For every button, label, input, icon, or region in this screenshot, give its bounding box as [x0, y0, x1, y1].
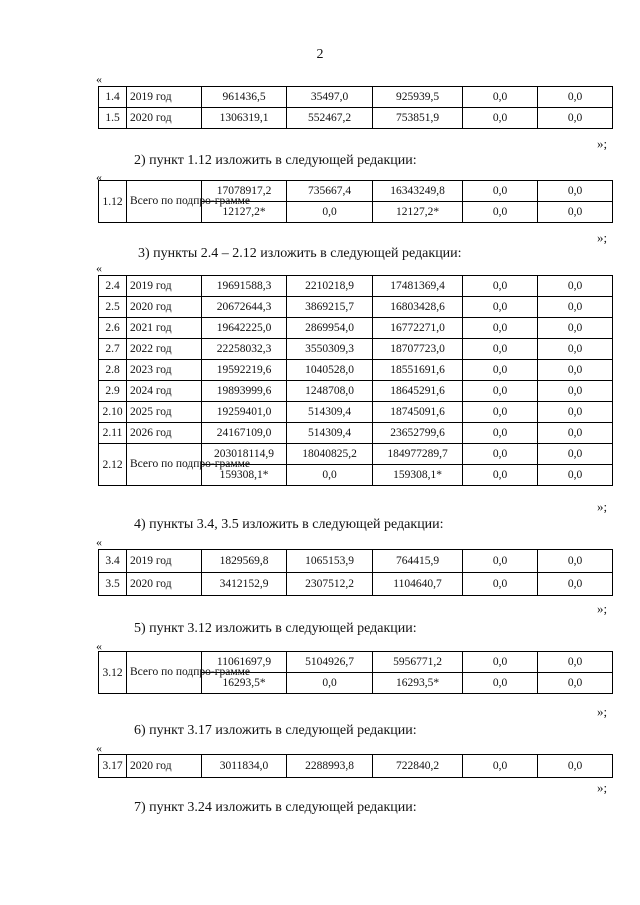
close-quote: »; — [597, 704, 608, 719]
table-row — [99, 318, 613, 339]
value-cell: 203018114,9 — [202, 444, 287, 465]
value-cell: 3412152,9 — [202, 573, 287, 596]
value-cell: 0,0 — [463, 465, 538, 486]
value-cell: 925939,5 — [373, 87, 463, 108]
page-number: 2 — [316, 47, 324, 62]
period-cell: 2023 год — [127, 360, 202, 381]
value-cell: 19642225,0 — [202, 318, 287, 339]
value-cell: 16293,5* — [373, 673, 463, 694]
item-number-cell: 2.9 — [99, 381, 127, 402]
value-cell: 0,0 — [538, 652, 613, 673]
open-quote: « — [96, 170, 102, 184]
value-cell: 0,0 — [463, 360, 538, 381]
value-cell: 0,0 — [463, 202, 538, 223]
value-cell: 0,0 — [538, 550, 613, 573]
value-cell: 18551691,6 — [373, 360, 463, 381]
value-cell: 3011834,0 — [202, 755, 287, 778]
open-quote: « — [96, 741, 102, 755]
value-cell: 552467,2 — [287, 108, 373, 129]
item-number-cell: 2.8 — [99, 360, 127, 381]
value-cell: 19691588,3 — [202, 276, 287, 297]
table-row — [99, 402, 613, 423]
table-row — [99, 360, 613, 381]
value-cell: 0,0 — [538, 108, 613, 129]
value-cell: 0,0 — [538, 87, 613, 108]
period-cell: 2019 год — [127, 550, 202, 573]
value-cell: 0,0 — [538, 755, 613, 778]
table-row — [99, 550, 613, 573]
close-quote: »; — [597, 780, 608, 795]
value-cell: 17078917,2 — [202, 181, 287, 202]
table-item-3-17 — [98, 754, 613, 778]
table-row — [99, 181, 613, 202]
value-cell: 18645291,6 — [373, 381, 463, 402]
table-row — [99, 381, 613, 402]
table-items-3-4-3-5 — [98, 549, 613, 596]
value-cell: 0,0 — [463, 755, 538, 778]
period-cell: 2020 год — [127, 297, 202, 318]
item-number-cell: 2.4 — [99, 276, 127, 297]
period-cell: 2019 год — [127, 87, 202, 108]
period-cell: 2020 год — [127, 108, 202, 129]
period-cell: 2019 год — [127, 276, 202, 297]
item-number-cell: 2.5 — [99, 297, 127, 318]
value-cell: 19592219,6 — [202, 360, 287, 381]
value-cell: 0,0 — [538, 297, 613, 318]
value-cell: 17481369,4 — [373, 276, 463, 297]
value-cell: 12127,2* — [373, 202, 463, 223]
value-cell: 19893999,6 — [202, 381, 287, 402]
value-cell: 11061697,9 — [202, 652, 287, 673]
value-cell: 159308,1* — [202, 465, 287, 486]
value-cell: 0,0 — [538, 402, 613, 423]
value-cell: 0,0 — [538, 444, 613, 465]
total-label-cell: Всего по подпро-грамме — [127, 444, 202, 486]
value-cell: 12127,2* — [202, 202, 287, 223]
value-cell: 0,0 — [538, 318, 613, 339]
value-cell: 0,0 — [463, 673, 538, 694]
table-row — [99, 87, 613, 108]
close-quote: »; — [597, 230, 608, 245]
value-cell: 2869954,0 — [287, 318, 373, 339]
value-cell: 0,0 — [463, 444, 538, 465]
item-number-cell: 2.7 — [99, 339, 127, 360]
value-cell: 0,0 — [538, 181, 613, 202]
value-cell: 1306319,1 — [202, 108, 287, 129]
paragraph-4: 4) пункты 3.4, 3.5 изложить в следующей редакции: — [134, 517, 444, 532]
period-cell: 2020 год — [127, 755, 202, 778]
value-cell: 0,0 — [287, 673, 373, 694]
value-cell: 0,0 — [463, 276, 538, 297]
item-number-cell: 3.17 — [99, 755, 127, 778]
period-cell: 2021 год — [127, 318, 202, 339]
table-row — [99, 755, 613, 778]
close-quote: »; — [597, 601, 608, 616]
total-label-cell: Всего по подпро-грамме — [127, 652, 202, 694]
value-cell: 19259401,0 — [202, 402, 287, 423]
close-quote: »; — [597, 499, 608, 514]
value-cell: 0,0 — [463, 573, 538, 596]
value-cell: 24167109,0 — [202, 423, 287, 444]
value-cell: 23652799,6 — [373, 423, 463, 444]
value-cell: 0,0 — [463, 402, 538, 423]
value-cell: 2288993,8 — [287, 755, 373, 778]
value-cell: 16343249,8 — [373, 181, 463, 202]
table-row — [99, 276, 613, 297]
value-cell: 16803428,6 — [373, 297, 463, 318]
period-cell: 2020 год — [127, 573, 202, 596]
value-cell: 0,0 — [287, 202, 373, 223]
item-number-cell: 1.12 — [99, 181, 127, 223]
period-cell: 2025 год — [127, 402, 202, 423]
value-cell: 764415,9 — [373, 550, 463, 573]
item-number-cell: 3.12 — [99, 652, 127, 694]
paragraph-5: 5) пункт 3.12 изложить в следующей редакции: — [134, 621, 417, 636]
period-cell: 2022 год — [127, 339, 202, 360]
value-cell: 0,0 — [538, 423, 613, 444]
value-cell: 16772271,0 — [373, 318, 463, 339]
value-cell: 0,0 — [538, 276, 613, 297]
value-cell: 0,0 — [463, 652, 538, 673]
value-cell: 1065153,9 — [287, 550, 373, 573]
value-cell: 20672644,3 — [202, 297, 287, 318]
value-cell: 18040825,2 — [287, 444, 373, 465]
open-quote: « — [96, 261, 102, 275]
value-cell: 3869215,7 — [287, 297, 373, 318]
value-cell: 184977289,7 — [373, 444, 463, 465]
paragraph-6: 6) пункт 3.17 изложить в следующей редакции: — [134, 723, 417, 738]
value-cell: 961436,5 — [202, 87, 287, 108]
close-quote: »; — [597, 136, 608, 151]
value-cell: 1104640,7 — [373, 573, 463, 596]
table-row — [99, 573, 613, 596]
value-cell: 0,0 — [463, 381, 538, 402]
value-cell: 753851,9 — [373, 108, 463, 129]
table-row — [99, 108, 613, 129]
item-number-cell: 2.11 — [99, 423, 127, 444]
value-cell: 18745091,6 — [373, 402, 463, 423]
item-number-cell: 2.12 — [99, 444, 127, 486]
table-row — [99, 297, 613, 318]
item-number-cell: 1.4 — [99, 87, 127, 108]
value-cell: 514309,4 — [287, 423, 373, 444]
total-label-cell: Всего по подпро-грамме — [127, 181, 202, 223]
table-row — [99, 339, 613, 360]
value-cell: 2307512,2 — [287, 573, 373, 596]
paragraph-3: 3) пункты 2.4 – 2.12 изложить в следующей редакции: — [138, 246, 462, 261]
value-cell: 0,0 — [538, 673, 613, 694]
open-quote: « — [96, 535, 102, 549]
value-cell: 5104926,7 — [287, 652, 373, 673]
value-cell: 35497,0 — [287, 87, 373, 108]
value-cell: 0,0 — [538, 339, 613, 360]
value-cell: 0,0 — [538, 465, 613, 486]
value-cell: 1829569,8 — [202, 550, 287, 573]
value-cell: 0,0 — [463, 297, 538, 318]
paragraph-2: 2) пункт 1.12 изложить в следующей редакции: — [134, 153, 417, 168]
value-cell: 514309,4 — [287, 402, 373, 423]
value-cell: 722840,2 — [373, 755, 463, 778]
value-cell: 2210218,9 — [287, 276, 373, 297]
value-cell: 0,0 — [538, 360, 613, 381]
value-cell: 16293,5* — [202, 673, 287, 694]
item-number-cell: 1.5 — [99, 108, 127, 129]
table-items-1-4-1-5 — [98, 86, 613, 129]
open-quote: « — [96, 639, 102, 653]
period-cell: 2024 год — [127, 381, 202, 402]
value-cell: 0,0 — [463, 318, 538, 339]
item-number-cell: 3.5 — [99, 573, 127, 596]
value-cell: 3550309,3 — [287, 339, 373, 360]
value-cell: 5956771,2 — [373, 652, 463, 673]
table-items-2-4-2-12 — [98, 275, 613, 486]
value-cell: 0,0 — [463, 423, 538, 444]
value-cell: 0,0 — [287, 465, 373, 486]
value-cell: 159308,1* — [373, 465, 463, 486]
value-cell: 1040528,0 — [287, 360, 373, 381]
item-number-cell: 3.4 — [99, 550, 127, 573]
value-cell: 0,0 — [463, 339, 538, 360]
table-row — [99, 423, 613, 444]
table-item-1-12 — [98, 180, 613, 223]
item-number-cell: 2.10 — [99, 402, 127, 423]
value-cell: 1248708,0 — [287, 381, 373, 402]
value-cell: 22258032,3 — [202, 339, 287, 360]
paragraph-7: 7) пункт 3.24 изложить в следующей редакции: — [134, 800, 417, 815]
table-item-3-12 — [98, 651, 613, 694]
open-quote: « — [96, 72, 102, 86]
table-row — [99, 652, 613, 673]
value-cell: 735667,4 — [287, 181, 373, 202]
item-number-cell: 2.6 — [99, 318, 127, 339]
value-cell: 0,0 — [463, 181, 538, 202]
value-cell: 0,0 — [538, 573, 613, 596]
value-cell: 0,0 — [463, 108, 538, 129]
table-row — [99, 444, 613, 465]
value-cell: 0,0 — [538, 202, 613, 223]
period-cell: 2026 год — [127, 423, 202, 444]
value-cell: 0,0 — [538, 381, 613, 402]
value-cell: 18707723,0 — [373, 339, 463, 360]
value-cell: 0,0 — [463, 550, 538, 573]
value-cell: 0,0 — [463, 87, 538, 108]
